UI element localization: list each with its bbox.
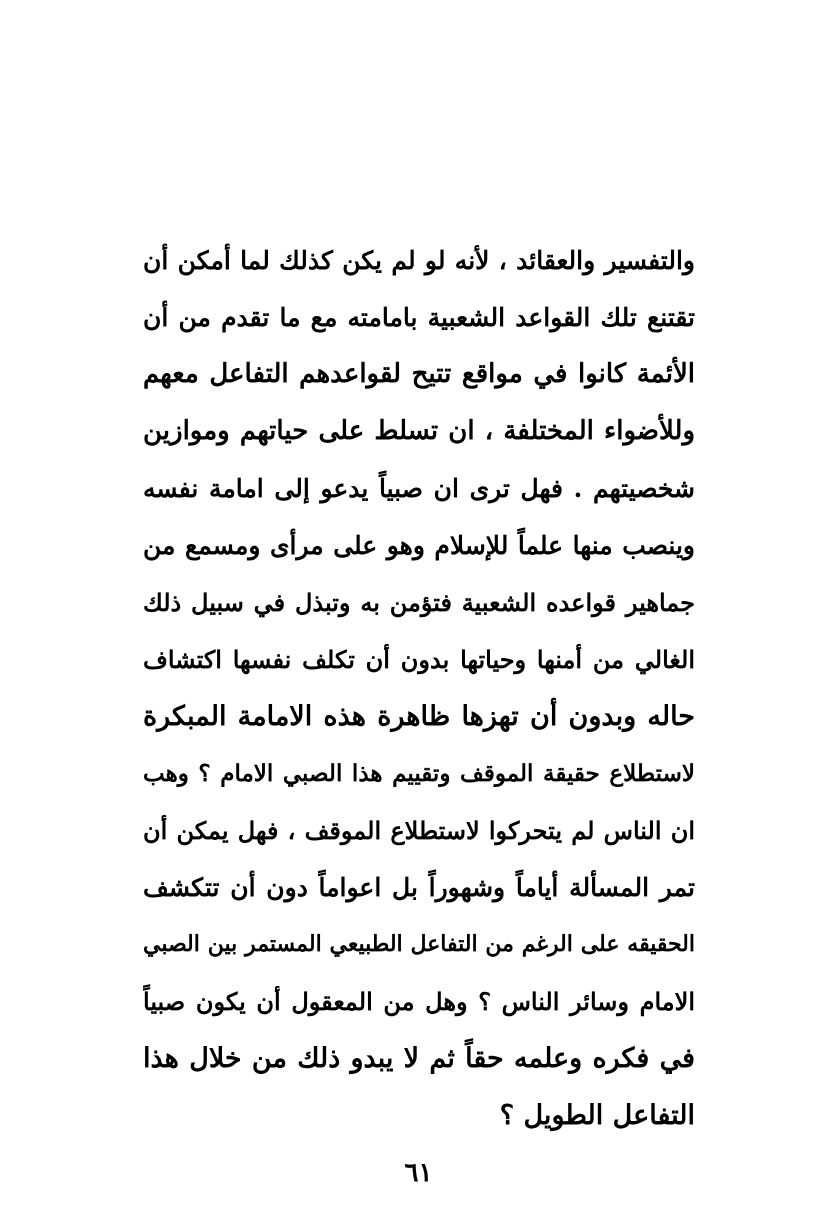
- text-line: وللأضواء المختلفة ، ان تسلط على حياتهم وموازين: [143, 416, 695, 446]
- text-line: في فكره وعلمه حقاً ثم لا يبدو ذلك من خلال هذا: [143, 1043, 695, 1074]
- page-number: ٦١: [404, 1158, 433, 1188]
- text-line: الأئمة كانوا في مواقع تتيح لقواعدهم التفاعل معهم: [143, 359, 695, 389]
- text-line: ان الناس لم يتحركوا لاستطلاع الموقف ، فهل يمكن أن: [143, 816, 695, 845]
- text-line: وينصب منها علماً للإسلام وهو على مرأى ومسمع من: [143, 531, 695, 560]
- text-line: شخصيتهم . فهل ترى ان صبياً يدعو إلى امامة نفسه: [143, 474, 695, 503]
- text-line: الحقيقه على الرغم من التفاعل الطبيعي المستمر بين الصبي: [143, 931, 695, 957]
- text-line: والتفسير والعقائد ، لأنه لو لم يكن كذلك لما أمكن أن: [143, 246, 695, 275]
- text-line: جماهير قواعده الشعبية فتؤمن به وتبذل في سبيل ذلك: [143, 588, 695, 617]
- text-line: حاله وبدون أن تهزها ظاهرة هذه الامامة المبكرة: [143, 701, 695, 732]
- text-line: الامام وسائر الناس ؟ وهل من المعقول أن يكون صبياً: [143, 987, 695, 1016]
- text-line: التفاعل الطويل ؟: [499, 1100, 695, 1131]
- text-line: لاستطلاع حقيقة الموقف وتقييم هذا الصبي الامام ؟ وهب: [143, 760, 695, 787]
- body-text: [143, 232, 695, 1144]
- text-line: تمر المسألة أياماً وشهوراً بل اعواماً دون أن تتكشف: [143, 873, 695, 902]
- text-line: تقتنع تلك القواعد الشعبية بامامته مع ما تقدم من أن: [143, 303, 695, 332]
- text-line: الغالي من أمنها وحياتها بدون أن تكلف نفسها اكتشاف: [143, 645, 695, 674]
